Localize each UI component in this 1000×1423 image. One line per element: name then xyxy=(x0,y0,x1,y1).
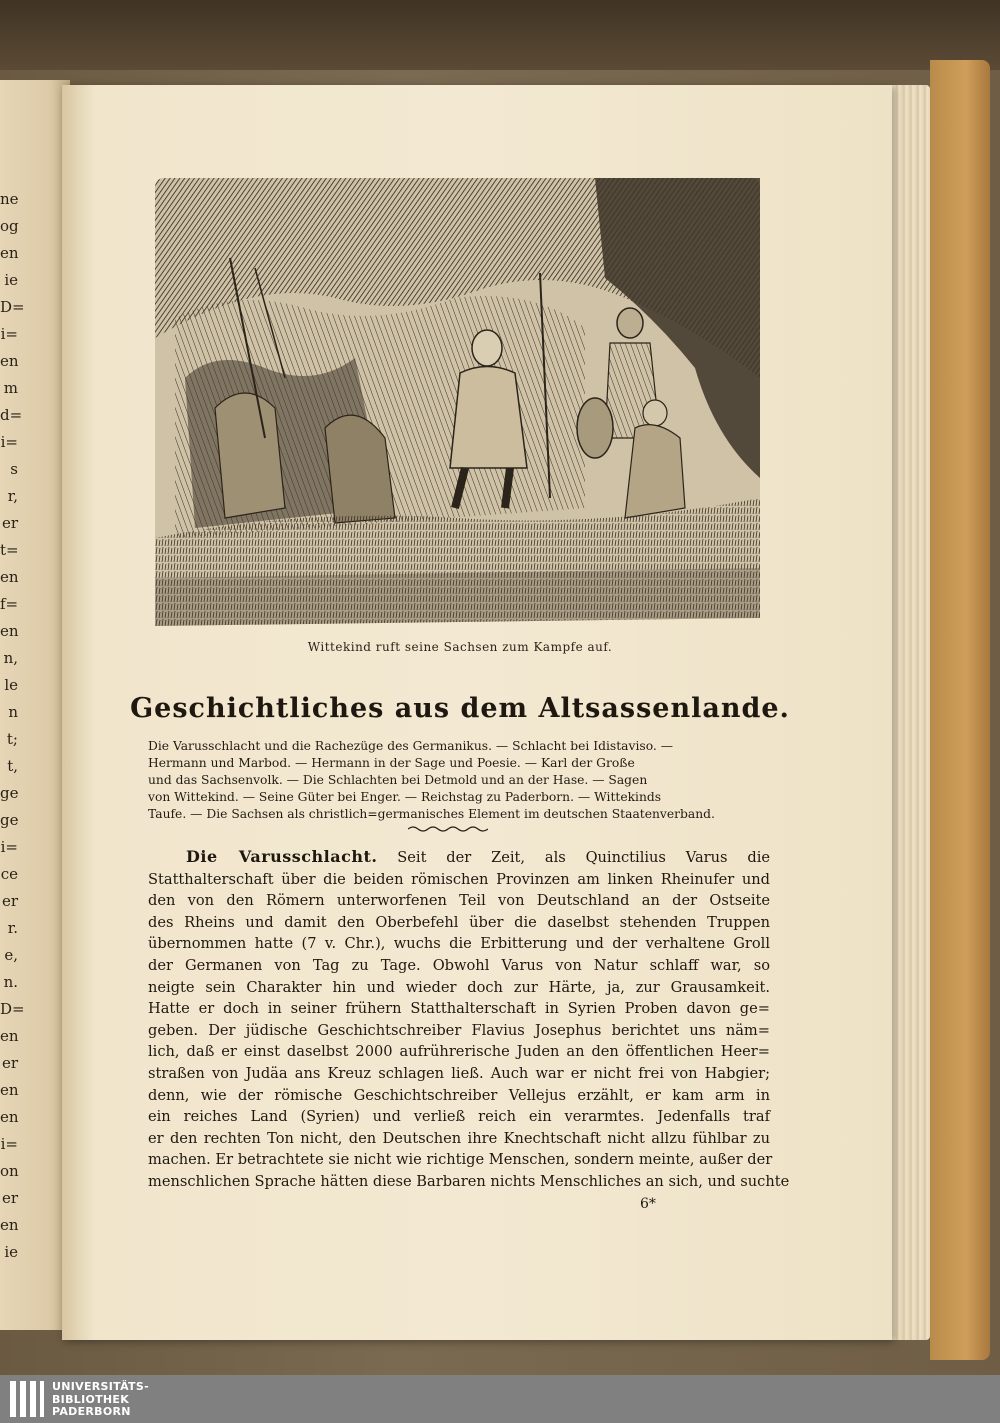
left-page-fragment: en xyxy=(0,1216,19,1234)
library-name xyxy=(52,1381,149,1419)
body-line: neigte sein Charakter hin und wieder doch zur Härte, ja, zur Grausamkeit. xyxy=(148,978,770,996)
ornament-divider xyxy=(408,825,488,833)
left-page-fragment: D= xyxy=(0,1000,25,1018)
illustration-caption: Wittekind ruft seine Sachsen zum Kampfe auf. xyxy=(307,640,613,654)
left-page-fragment: ge xyxy=(0,811,19,829)
left-page-fragment: en xyxy=(0,244,19,262)
left-page-fragment: D= xyxy=(0,298,25,316)
left-page-fragment: n, xyxy=(3,649,18,667)
left-page-fragment: er xyxy=(1,514,18,532)
left-page-fragment: t; xyxy=(6,730,18,748)
left-page-fragment: i= xyxy=(0,1135,18,1153)
body-line: geben. Der jüdische Geschichtschreiber Flavius Josephus berichtet uns näm= xyxy=(148,1021,770,1039)
library-logo-icon xyxy=(8,1379,46,1419)
summary-line: Hermann und Marbod. — Hermann in der Sage und Poesie. — Karl der Große xyxy=(148,756,635,770)
left-page-fragment: i= xyxy=(0,838,18,856)
cover-top-edge xyxy=(0,0,1000,70)
left-page-fragment: er xyxy=(1,1054,18,1072)
left-page-fragment: ie xyxy=(4,271,18,289)
body-line: denn, wie der römische Geschichtschreiber Vellejus erzählt, er kam arm in xyxy=(148,1086,770,1104)
engraving-illustration xyxy=(155,178,760,638)
left-page-fragment: en xyxy=(0,352,19,370)
summary-line: und das Sachsenvolk. — Die Schlachten bei Detmold und an der Hase. — Sagen xyxy=(148,773,648,787)
body-line: des Rheins und damit den Oberbefehl über die daselbst stehenden Truppen xyxy=(148,913,770,931)
summary-line: Die Varusschlacht und die Rachezüge des Germanikus. — Schlacht bei Idistaviso. — xyxy=(148,739,674,753)
signature-mark: 6* xyxy=(640,1196,656,1212)
left-page-fragment: t, xyxy=(7,757,18,775)
left-page-fragment: n xyxy=(8,703,18,721)
left-page-fragment: i= xyxy=(0,325,18,343)
body-text xyxy=(148,846,790,1193)
library-name-line: UNIVERSITÄTS- xyxy=(52,1380,149,1393)
body-line: ein reiches Land (Syrien) und verließ reich ein verarmtes. Jedenfalls traf xyxy=(148,1108,770,1126)
body-line: straßen von Judäa ans Kreuz schlagen ließ. Auch war er nicht frei von Habgier; xyxy=(148,1064,770,1082)
chapter-title: Geschichtliches aus dem Altsassenlande. xyxy=(130,693,790,724)
body-line: machen. Er betrachtete sie nicht wie richtige Menschen, sondern meinte, außer der xyxy=(148,1151,773,1169)
left-page-fragment: ie xyxy=(4,1243,18,1261)
left-page-fragment: r, xyxy=(7,487,18,505)
left-page-fragment: og xyxy=(0,217,19,235)
summary-line: Taufe. — Die Sachsen als christlich=germanisches Element im deutschen Staatenverband. xyxy=(148,807,715,821)
left-page-fragment: en xyxy=(0,1081,19,1099)
left-page-fragment: f= xyxy=(0,595,19,613)
left-page-fragment: en xyxy=(0,568,19,586)
section-lead: Die Varusschlacht. xyxy=(186,847,378,866)
left-page-fragment: i= xyxy=(0,433,18,451)
summary-line: von Wittekind. — Seine Güter bei Enger. — Reichstag zu Paderborn. — Wittekinds xyxy=(148,790,662,804)
left-page-fragment: t= xyxy=(0,541,19,559)
first-line-text: Seit der Zeit, als Quinctilius Varus die xyxy=(397,849,771,866)
left-page-fragment: er xyxy=(1,1189,18,1207)
body-line: Hatte er doch in seiner frühern Statthalterschaft in Syrien Proben davon ge= xyxy=(148,1000,770,1018)
left-page-fragment: d= xyxy=(0,406,23,424)
left-page-fragment: ce xyxy=(0,865,18,883)
left-page-fragment: n. xyxy=(3,973,18,991)
left-page-fragment: ne xyxy=(0,190,19,208)
library-footer xyxy=(0,1375,1000,1423)
body-line: er den rechten Ton nicht, den Deutschen ihre Knechtschaft nicht allzu fühlbar zu xyxy=(148,1129,770,1147)
left-page-fragment: en xyxy=(0,622,19,640)
left-page-fragment: r. xyxy=(7,919,18,937)
body-line: menschlichen Sprache hätten diese Barbaren nichts Menschliches an sich, und suchte xyxy=(148,1172,790,1190)
body-line: übernommen hatte (7 v. Chr.), wuchs die Erbitterung und der verhaltene Groll xyxy=(148,935,770,953)
left-page-fragment: m xyxy=(3,379,18,397)
left-page-fragment: le xyxy=(4,676,18,694)
library-name-line: BIBLIOTHEK xyxy=(52,1392,130,1406)
left-page-fragment: s xyxy=(10,460,18,478)
body-line: der Germanen von Tag zu Tage. Obwohl Varus von Natur schlaff war, so xyxy=(148,956,770,974)
left-page-fragment: ge xyxy=(0,784,19,802)
left-page-fragment: on xyxy=(0,1162,19,1180)
left-page-fragment: e, xyxy=(4,946,18,964)
body-line: lich, daß er einst daselbst 2000 aufrührerische Juden an den öffentlichen Heer= xyxy=(148,1043,770,1061)
left-page-fragment: en xyxy=(0,1027,19,1045)
chapter-summary xyxy=(148,738,768,823)
body-line-first xyxy=(148,846,770,869)
cover-spine-edge xyxy=(930,60,990,1360)
left-page-fragment: en xyxy=(0,1108,19,1126)
body-line: Statthalterschaft über die beiden römischen Provinzen am linken Rheinufer und xyxy=(148,870,770,888)
body-line: den von den Römern unterworfenen Teil von Deutschland an der Ostseite xyxy=(148,892,770,910)
library-name-line: PADERBORN xyxy=(52,1405,131,1418)
left-page-fragment: er xyxy=(1,892,18,910)
